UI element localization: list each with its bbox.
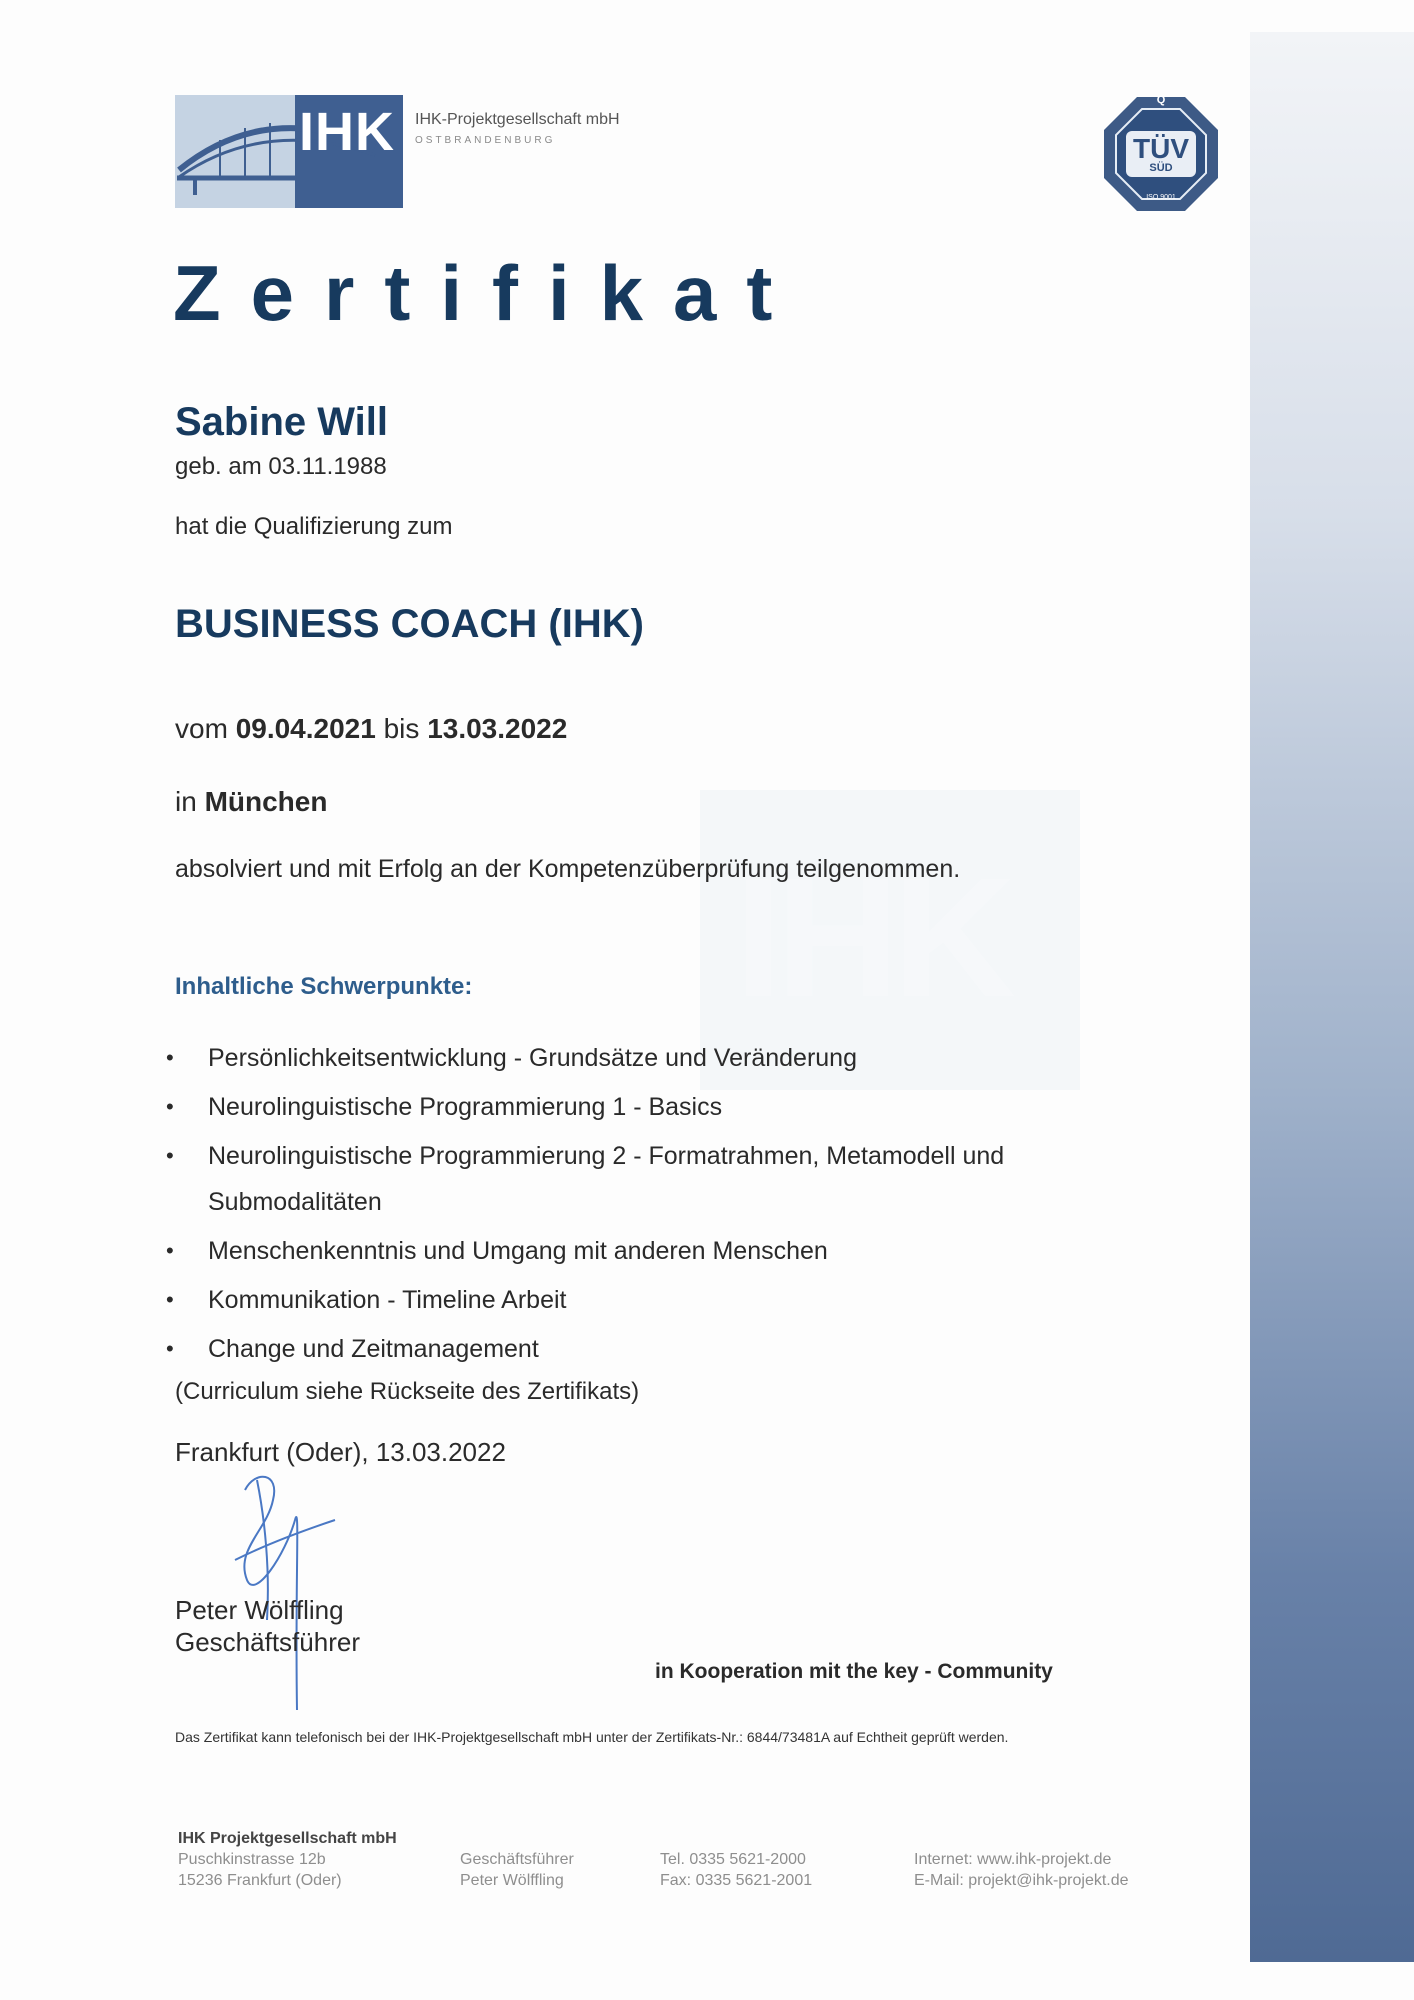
logo-ihk-text: IHK <box>299 102 395 162</box>
location-prefix: in <box>175 786 197 817</box>
list-item: • Persönlichkeitsentwicklung - Grundsätze und Veränderung <box>162 1035 1148 1081</box>
footer-fax: Fax: 0335 5621-2001 <box>660 1872 813 1889</box>
cooperation-note: in Kooperation mit the key - Community <box>655 1660 1053 1683</box>
footer-ceo <box>460 1849 574 1891</box>
footer-tel: Tel. 0335 5621-2000 <box>660 1851 806 1868</box>
footer-address <box>178 1828 397 1891</box>
footer-web[interactable]: Internet: www.ihk-projekt.de <box>914 1851 1112 1868</box>
course-period <box>175 713 567 745</box>
footer-city: 15236 Frankfurt (Oder) <box>178 1872 342 1889</box>
focus-heading: Inhaltliche Schwerpunkte: <box>175 973 473 1000</box>
curriculum-note: (Curriculum siehe Rückseite des Zertifikats) <box>175 1378 640 1405</box>
footer-phone <box>660 1849 812 1891</box>
seal-main: TÜV <box>1133 133 1189 164</box>
recipient-birth: geb. am 03.11.1988 <box>175 453 387 480</box>
seal-top: Q <box>1156 94 1166 106</box>
footer-ceo-label: Geschäftsführer <box>460 1851 574 1868</box>
verification-note: Das Zertifikat kann telefonisch bei der IHK-Projektgesellschaft mbH unter der Zertifikats-Nr.: 6844/73481A auf Echtheit geprüft werden. <box>175 1729 1009 1745</box>
org-region: OSTBRANDENBURG <box>415 135 556 146</box>
ihk-logo-box <box>175 95 403 208</box>
tuv-seal <box>1102 95 1220 213</box>
signatory-name: Peter Wölffling <box>175 1595 344 1625</box>
seal-sub: SÜD <box>1149 162 1173 174</box>
page-title: Zertifikat <box>173 249 803 337</box>
course-title: BUSINESS COACH (IHK) <box>175 602 644 646</box>
location-city: München <box>204 786 328 817</box>
signatory-role: Geschäftsführer <box>175 1627 360 1657</box>
course-location <box>175 786 327 818</box>
decorative-side-stripe <box>1250 32 1414 1962</box>
seal-bottom: ISO 9001 <box>1146 194 1176 201</box>
footer-contact <box>914 1849 1129 1891</box>
recipient-name: Sabine Will <box>175 400 389 444</box>
period-end: 13.03.2022 <box>427 713 568 744</box>
list-item: • Neurolinguistische Programmierung 1 - Basics <box>162 1084 1148 1130</box>
period-mid: bis <box>383 713 420 744</box>
footer-street: Puschkinstrasse 12b <box>178 1851 326 1868</box>
qualification-intro: hat die Qualifizierung zum <box>175 513 453 540</box>
place-date: Frankfurt (Oder), 13.03.2022 <box>175 1437 506 1467</box>
org-name: IHK-Projektgesellschaft mbH <box>415 111 620 128</box>
signature-mark <box>225 1460 365 1720</box>
footer-ceo-name: Peter Wölffling <box>460 1872 564 1889</box>
period-prefix: vom <box>175 713 228 744</box>
footer-company: IHK Projektgesellschaft mbH <box>178 1830 397 1847</box>
ihk-watermark-text: IHK <box>735 843 1010 1033</box>
list-item: • Change und Zeitmanagement <box>162 1326 1148 1372</box>
period-start: 09.04.2021 <box>235 713 376 744</box>
list-item: • Neurolinguistische Programmierung 2 - Formatrahmen, Metamodell und Submodalitäten <box>162 1133 1148 1225</box>
topic-list <box>162 1035 1148 1375</box>
footer-email[interactable]: E-Mail: projekt@ihk-projekt.de <box>914 1872 1129 1889</box>
completion-statement: absolviert und mit Erfolg an der Kompetenzüberprüfung teilgenommen. <box>175 855 961 883</box>
list-item: • Menschenkenntnis und Umgang mit anderen Menschen <box>162 1228 1148 1274</box>
list-item: • Kommunikation - Timeline Arbeit <box>162 1277 1148 1323</box>
